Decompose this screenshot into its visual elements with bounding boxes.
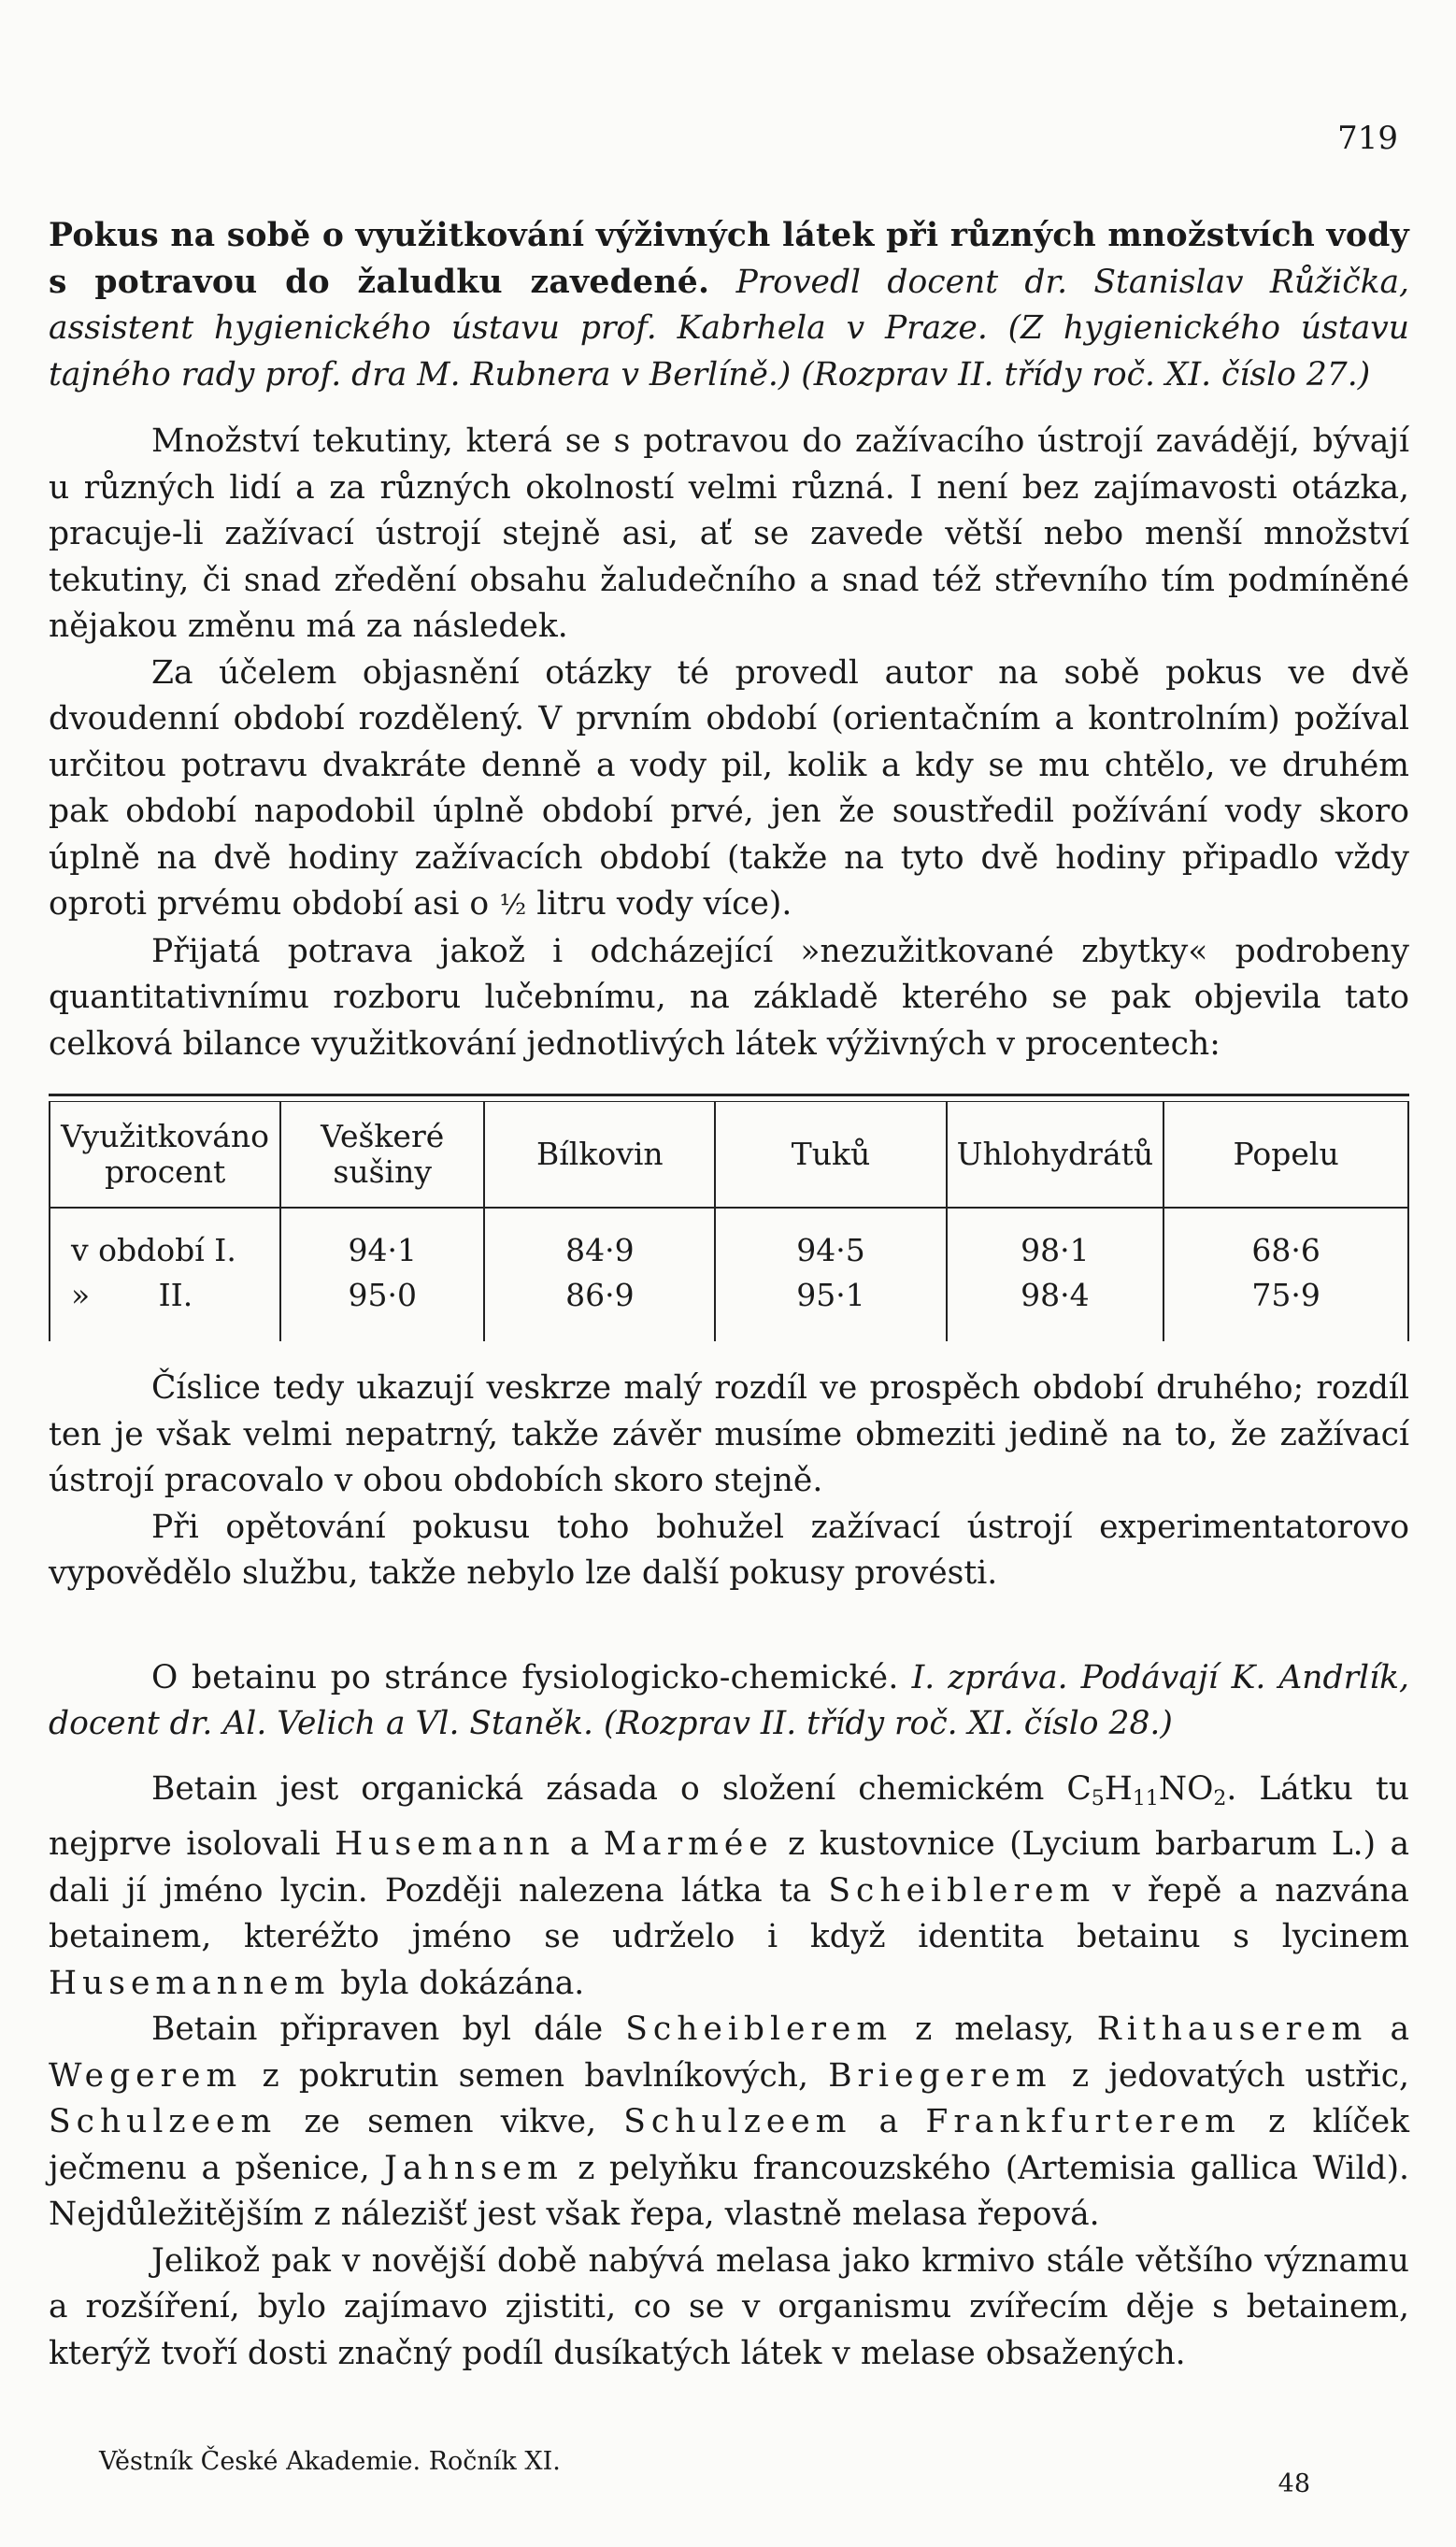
article2-paragraph-1 (49, 1767, 1409, 2008)
formula-subscript: 11 (1132, 1786, 1159, 1810)
utilization-table-grid (49, 1102, 1409, 1341)
author-name: Briegerem (828, 2056, 1052, 2095)
table-cell: 94·1 (280, 1208, 484, 1273)
journal-name: Věstník České Akademie. Ročník XI. (99, 2447, 561, 2476)
author-name: Wegerem (49, 2056, 243, 2095)
article1-paragraph-3: Přijatá potrava jakož i odcházející »nezužitkované zbytky« podrobeny quantitativnímu rozboru lučebnímu, na základě kterého se pak objevila tato celková bilance využitkování jednotlivých látek výživných v procentech: (49, 932, 1409, 1063)
article1-paragraph-2-end: litru vody více). (536, 885, 792, 923)
table-cell-period: » II. (50, 1273, 280, 1341)
article1-paragraph-5: Při opětování pokusu toho bohužel zažívací ústrojí experimentatorovo vypovědělo službu, takže nebylo lze další pokusy provésti. (49, 1508, 1409, 1592)
author-name: Husemann (335, 1825, 556, 1863)
table-cell: 95·0 (280, 1273, 484, 1341)
table-cell: 86·9 (484, 1273, 715, 1341)
article1-paragraph-4: Číslice tedy ukazují veskrze malý rozdíl ve prospěch období druhého; rozdíl ten je však velmi nepatrný, takže závěr musíme obmeziti jedině na to, že zažívací ústrojí pracovalo v obou obdobích skoro stejně. (49, 1369, 1409, 1499)
text-span: v řepě a nazvána betainem, kteréžto jméno se udrželo i když identita betainu s lycinem (49, 1871, 1410, 1955)
page-body (49, 213, 1409, 2377)
table-top-rule (49, 1094, 1409, 1096)
article2-paragraph-2 (49, 2007, 1409, 2239)
table-row (50, 1208, 1408, 1273)
text-span: z jedovatých ustřic, (1071, 2056, 1410, 2095)
formula-subscript: 5 (1091, 1786, 1105, 1810)
table-cell-period: v období I. (50, 1208, 280, 1273)
text-span: a (878, 2103, 899, 2140)
article1-title: Pokus na sobě o využitkování výživných látek při různých množstvích vody s potravou do žaludku zavedené. (49, 217, 1409, 301)
table-header: Tuků (715, 1102, 946, 1208)
table-header: Popelu (1163, 1102, 1408, 1208)
author-name: Marmée (603, 1825, 774, 1863)
text-span: H (1104, 1769, 1133, 1808)
text-span: ze semen vikve, (304, 2103, 597, 2140)
text-span: NO (1158, 1769, 1214, 1808)
article1-paragraph-1: Množství tekutiny, která se s potravou do zažívacího ústrojí zavádějí, bývají u různých lidí a za různých okolností velmi různá. I není bez zajímavosti otázka, pracuje-li zažívací ústrojí stejně asi, ať se zavede větší nebo menší množství tekutiny, či snad zředění obsahu žaludečního a snad též střevního tím podmíněné nějakou změnu má za následek. (49, 422, 1409, 645)
text-span: . Látku tu nejprve isolovali (49, 1769, 1409, 1863)
table-cell: 98·1 (947, 1208, 1164, 1273)
text-span: z kustovnice (Lycium barbarum L.) a dali jí jméno lycin. Později nalezena látka ta (49, 1825, 1410, 1910)
page-footer (99, 2447, 1310, 2498)
author-name: Jahnsem (384, 2149, 564, 2187)
article2-paragraph-3: Jelikož pak v novější době nabývá melasa jako krmivo stále většího významu a rozšíření, bylo zajímavo zjistiti, co se v organismu zvířecím děje s betainem, kterýž tvoří dosti značný podíl dusíkatých látek v melase obsažených. (49, 2241, 1409, 2372)
text-span: z pokrutin semen bavlníkových, (262, 2056, 808, 2095)
article1-attribution: Provedl docent dr. Stanislav Růžička, assistent hygienického ústavu prof. Kabrhela v Praze. (Z hygienického ústavu tajného rady prof. dra M. Rubnera v Berlíně.) (Rozprav II. třídy roč. XI. číslo 27.) (49, 263, 1410, 393)
table-header: Využitkováno procent (50, 1102, 280, 1208)
author-name: Rithauserem (1096, 2010, 1368, 2048)
article1-heading (49, 213, 1409, 398)
article1-paragraph-2-text: Za účelem objasnění otázky té provedl autor na sobě pokus ve dvě dvoudenní období rozdělený. V prvním období (orientačním a kontrolním) požíval určitou potravu dvakráte denně a vody pil, kolik a kdy se mu chtělo, ve druhém pak období napodobil úplně období prvé, jen že soustředil požívání vody skoro úplně na dvě hodiny zažívacích období (takže na tyto dvě hodiny připadlo vždy oproti prvému období asi o (49, 653, 1409, 923)
table-header: Uhlohydrátů (947, 1102, 1164, 1208)
table-header: Veškeré sušiny (280, 1102, 484, 1208)
text-span: byla dokázána. (340, 1964, 585, 2002)
table-cell: 98·4 (947, 1273, 1164, 1341)
article2-attribution: I. zpráva. Podávají K. Andrlík, docent dr. Al. Velich a Vl. Staněk. (Rozprav II. třídy roč. XI. číslo 28.) (49, 1658, 1409, 1742)
text-span: z pelyňku francouzského (Artemisia gallica Wild). Nejdůležitějším z nálezišť jest však řepa, vlastně melasa řepová. (49, 2149, 1409, 2233)
author-name: Schulzeem (49, 2103, 278, 2140)
text-span: a (569, 1825, 590, 1863)
article1-paragraph-2 (49, 651, 1409, 929)
text-span: a (1390, 2010, 1410, 2048)
text-span: z melasy, (915, 2010, 1075, 2048)
half-fraction: ½ (499, 889, 527, 922)
table-cell: 75·9 (1163, 1273, 1408, 1341)
article2-title: O betainu po stránce fysiologicko-chemické. (151, 1658, 899, 1696)
table-row (50, 1273, 1408, 1341)
author-name: Schulzeem (623, 2103, 852, 2140)
table-cell: 84·9 (484, 1208, 715, 1273)
table-cell: 95·1 (715, 1273, 946, 1341)
signature-mark: 48 (1278, 2469, 1310, 2498)
text-span: Betain jest organická zásada o složení chemickém C (151, 1769, 1092, 1808)
text-span: Betain připraven byl dále (151, 2010, 604, 2048)
table-header: Bílkovin (484, 1102, 715, 1208)
table-header-row (50, 1102, 1408, 1208)
author-name: Frankfurterem (925, 2103, 1241, 2140)
table-cell: 94·5 (715, 1208, 946, 1273)
formula-subscript: 2 (1213, 1786, 1227, 1810)
article2-heading (49, 1655, 1409, 1748)
author-name: Husemannem (49, 1964, 331, 2002)
page-number: 719 (1337, 120, 1398, 157)
utilization-table (49, 1094, 1409, 1341)
table-cell: 68·6 (1163, 1208, 1408, 1273)
text-span: z klíček ječmenu a pšenice, (49, 2103, 1410, 2187)
author-name: Scheiblerem (625, 2010, 893, 2048)
author-name: Scheiblerem (828, 1871, 1096, 1910)
